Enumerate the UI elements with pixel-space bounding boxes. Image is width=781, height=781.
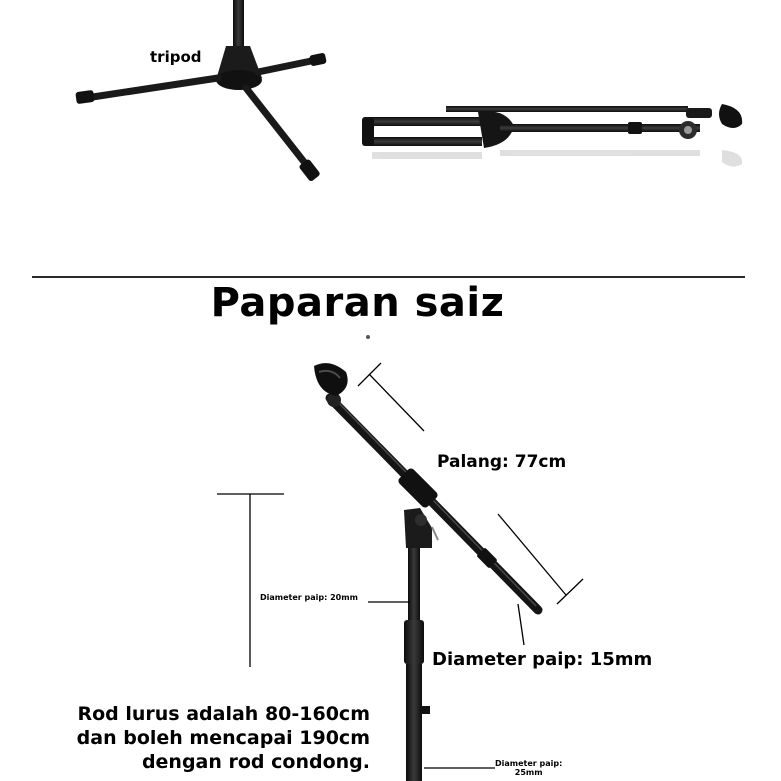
pipe-diameter-25-line1: Diameter paip: — [495, 759, 563, 768]
page-title: Paparan saiz — [210, 280, 505, 326]
rod-length-description — [60, 702, 370, 774]
pipe-diameter-25-label — [495, 759, 562, 777]
pipe-diameter-25-line2: 25mm — [514, 768, 543, 777]
pipe-diameter-15-label: Diameter paip: 15mm — [432, 649, 653, 670]
rod-text-line: Rod lurus adalah 80-160cm — [77, 703, 370, 725]
tripod-base-image — [75, 0, 327, 182]
rod-text-line: dan boleh mencapai 190cm — [76, 727, 370, 749]
pipe-diameter-20-label: Diameter paip: 20mm — [260, 593, 358, 602]
tripod-label: tripod — [150, 48, 202, 66]
rod-text-line: dengan rod condong. — [141, 751, 370, 773]
folded-stand-image — [362, 104, 742, 167]
boom-length-label: Palang: 77cm — [437, 452, 567, 472]
